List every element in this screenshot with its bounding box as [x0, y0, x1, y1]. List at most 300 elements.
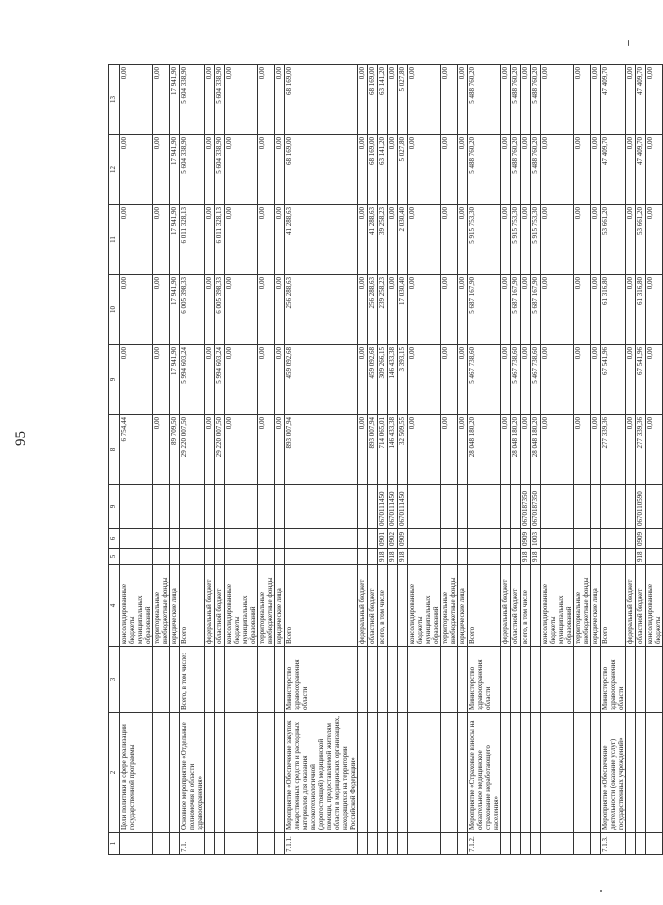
- table-cell: [225, 529, 258, 549]
- table-cell: 5 915 753,30: [511, 205, 521, 275]
- table-cell: 0,00: [358, 65, 368, 135]
- table-cell: консолидированные бюджеты: [646, 565, 663, 647]
- table-cell: 0,00: [646, 135, 663, 205]
- table-cell: 0,00: [408, 415, 441, 485]
- table-cell: 0,00: [626, 345, 636, 415]
- col-header: 9: [109, 485, 120, 529]
- table-cell: [358, 647, 368, 713]
- table-row: [285, 65, 358, 855]
- table-cell: 0,00: [258, 65, 275, 135]
- table-cell: [646, 485, 663, 529]
- table-cell: 0,00: [441, 415, 458, 485]
- table-cell: 0,00: [225, 205, 258, 275]
- table-cell: областной бюджет: [511, 565, 521, 647]
- table-row: [531, 65, 541, 855]
- table-cell: [531, 833, 541, 855]
- table-cell: 0,00: [408, 205, 441, 275]
- table-cell: [468, 529, 501, 549]
- table-cell: 0,00: [153, 205, 170, 275]
- table-cell: 309 266,15: [378, 345, 388, 415]
- table-cell: 0,00: [205, 205, 215, 275]
- table-cell: 0,00: [591, 275, 601, 345]
- table-cell: 61 316,80: [601, 275, 626, 345]
- table-cell: [120, 529, 153, 549]
- table-cell: 0,00: [591, 135, 601, 205]
- table-cell: 41 288,63: [368, 205, 378, 275]
- table-cell: [521, 647, 531, 713]
- table-cell: [646, 549, 663, 565]
- table-cell: [153, 529, 170, 549]
- table-cell: [215, 485, 225, 529]
- table-cell: 0,00: [358, 135, 368, 205]
- table-cell: [408, 549, 441, 565]
- table-cell: 6 011 328,13: [180, 205, 205, 275]
- table-cell: [501, 485, 511, 529]
- table-cell: [541, 529, 574, 549]
- table-cell: [368, 647, 378, 713]
- table-cell: [275, 833, 285, 855]
- table-cell: федеральный бюджет: [626, 565, 636, 647]
- table-cell: 29 220 007,50: [215, 415, 225, 485]
- table-cell: 893 007,94: [368, 415, 378, 485]
- table-cell: территориальные внебюджетные фонды: [153, 565, 170, 647]
- table-cell: [398, 647, 408, 713]
- table-cell: [636, 647, 646, 713]
- table-cell: [398, 713, 408, 833]
- table-cell: 0,00: [258, 345, 275, 415]
- table-cell: [646, 647, 663, 713]
- table-cell: [626, 529, 636, 549]
- table-cell: Всего: [468, 565, 501, 647]
- table-cell: 0,00: [441, 205, 458, 275]
- table-cell: 0670187350: [531, 485, 541, 529]
- table-cell: [591, 485, 601, 529]
- table-cell: 0670111450: [378, 485, 388, 529]
- table-cell: 0,00: [258, 415, 275, 485]
- table-cell: 0670111450: [398, 485, 408, 529]
- table-cell: 0,00: [521, 205, 531, 275]
- table-row: [458, 65, 468, 855]
- table-cell: Министерство здравоохранения области: [468, 647, 501, 713]
- table-cell: 0,00: [591, 65, 601, 135]
- table-cell: [258, 647, 275, 713]
- table-cell: 17 941,90: [170, 65, 180, 135]
- table-cell: [275, 485, 285, 529]
- table-cell: [368, 549, 378, 565]
- table-row: [398, 65, 408, 855]
- table-cell: 0,00: [388, 135, 398, 205]
- table-cell: [591, 529, 601, 549]
- table-cell: 277 339,36: [601, 415, 626, 485]
- table-cell: [591, 549, 601, 565]
- table-cell: 146 433,38: [388, 345, 398, 415]
- table-cell: [408, 529, 441, 549]
- table-cell: Мероприятие «Обеспечение деятельности (оказание услуг) государственных учреждений»: [601, 713, 626, 833]
- table-cell: 5 488 760,20: [511, 135, 521, 205]
- table-cell: 918: [521, 549, 531, 565]
- table-cell: [285, 529, 358, 549]
- table-row: [521, 65, 531, 855]
- table-cell: Всего, в том числе:: [180, 647, 205, 713]
- table-cell: 0,00: [458, 415, 468, 485]
- table-cell: 0,00: [358, 275, 368, 345]
- table-cell: 0,00: [458, 135, 468, 205]
- table-cell: 0,00: [541, 275, 574, 345]
- table-cell: 5 915 753,30: [531, 205, 541, 275]
- table-cell: Всего: [285, 565, 358, 647]
- table-cell: 0,00: [521, 275, 531, 345]
- table-row: [358, 65, 368, 855]
- table-cell: [275, 647, 285, 713]
- table-cell: 0,00: [521, 345, 531, 415]
- table-cell: Цели политики в сфере реализации государственной программы: [120, 713, 153, 833]
- table-cell: [368, 833, 378, 855]
- table-row: [275, 65, 285, 855]
- table-cell: 0,00: [408, 275, 441, 345]
- table-cell: территориальные внебюджетные фонды: [258, 565, 275, 647]
- table-cell: 68 169,00: [368, 65, 378, 135]
- table-cell: [501, 647, 511, 713]
- table-cell: 5 994 603,24: [180, 345, 205, 415]
- table-cell: 0,00: [441, 345, 458, 415]
- table-row: [626, 65, 636, 855]
- table-cell: 0,00: [574, 65, 591, 135]
- table-cell: 5 488 760,20: [531, 65, 541, 135]
- table-cell: [215, 549, 225, 565]
- table-cell: [511, 713, 521, 833]
- table-cell: 146 433,38: [388, 415, 398, 485]
- table-cell: 0,00: [153, 345, 170, 415]
- table-cell: 17 941,90: [170, 135, 180, 205]
- table-cell: [153, 485, 170, 529]
- table-cell: консолидированные бюджеты муниципальных образований: [408, 565, 441, 647]
- table-cell: [215, 529, 225, 549]
- table-cell: [153, 833, 170, 855]
- table-cell: 17 941,90: [170, 205, 180, 275]
- table-cell: 89 709,50: [170, 415, 180, 485]
- table-cell: [368, 529, 378, 549]
- table-cell: [215, 647, 225, 713]
- table-cell: 7.1.: [180, 833, 205, 855]
- table-cell: 0,00: [258, 275, 275, 345]
- table-cell: [626, 549, 636, 565]
- table-row: [258, 65, 275, 855]
- table-cell: 5 027,80: [398, 65, 408, 135]
- table-cell: 0,00: [574, 275, 591, 345]
- table-cell: 47 409,70: [636, 65, 646, 135]
- table-cell: 0,00: [541, 65, 574, 135]
- table-cell: 0,00: [358, 205, 368, 275]
- table-cell: всего, в том числе: [521, 565, 531, 647]
- table-cell: 47 409,70: [601, 65, 626, 135]
- table-cell: Всего: [180, 565, 205, 647]
- table-cell: 68 169,00: [368, 135, 378, 205]
- table-cell: 5 604 338,90: [180, 135, 205, 205]
- table-cell: [646, 713, 663, 833]
- table-cell: [388, 647, 398, 713]
- table-cell: [574, 647, 591, 713]
- table-cell: 17 941,90: [170, 275, 180, 345]
- table-cell: [180, 549, 205, 565]
- table-cell: [170, 529, 180, 549]
- table-cell: 53 661,20: [601, 205, 626, 275]
- table-cell: областной бюджет: [636, 565, 646, 647]
- table-cell: 5 488 760,20: [531, 135, 541, 205]
- table-cell: [258, 713, 275, 833]
- table-cell: 5 604 338,90: [215, 65, 225, 135]
- table-cell: 0902: [388, 529, 398, 549]
- table-cell: территориальные внебюджетные фонды: [441, 565, 458, 647]
- table-cell: 6 754,44: [120, 415, 153, 485]
- table-row: [205, 65, 215, 855]
- table-cell: [225, 647, 258, 713]
- col-header: 6: [109, 529, 120, 549]
- table-cell: [441, 485, 458, 529]
- table-cell: [170, 549, 180, 565]
- col-header: 5: [109, 549, 120, 565]
- table-cell: 28 048 180,20: [468, 415, 501, 485]
- table-cell: 0,00: [501, 415, 511, 485]
- table-cell: 5 687 167,90: [531, 275, 541, 345]
- table-cell: 0,00: [441, 275, 458, 345]
- table-cell: 0,00: [225, 275, 258, 345]
- table-cell: [501, 529, 511, 549]
- table-cell: консолидированные бюджеты муниципальных образований: [120, 565, 153, 647]
- table-cell: 0,00: [120, 205, 153, 275]
- table-cell: [501, 833, 511, 855]
- table-cell: 5 488 760,20: [511, 65, 521, 135]
- table-cell: 17 941,90: [170, 345, 180, 415]
- table-cell: 918: [388, 549, 398, 565]
- table-cell: [441, 549, 458, 565]
- table-cell: 0,00: [205, 345, 215, 415]
- table-cell: 0,00: [591, 345, 601, 415]
- table-cell: [398, 565, 408, 647]
- table-row: [468, 65, 501, 855]
- table-cell: юридические лица: [591, 565, 601, 647]
- table-cell: [358, 833, 368, 855]
- table-cell: [646, 529, 663, 549]
- table-cell: 7.1.3.: [601, 833, 626, 855]
- table-cell: 0,00: [120, 135, 153, 205]
- col-header: 8: [109, 415, 120, 485]
- table-cell: областной бюджет: [215, 565, 225, 647]
- table-cell: [398, 833, 408, 855]
- table-cell: 0,00: [574, 345, 591, 415]
- table-cell: [441, 647, 458, 713]
- rotated-table-sheet: [108, 65, 662, 855]
- table-cell: [358, 549, 368, 565]
- table-row: [601, 65, 626, 855]
- table-cell: [205, 713, 215, 833]
- table-cell: 0,00: [521, 65, 531, 135]
- table-cell: [258, 833, 275, 855]
- table-cell: 0,00: [646, 65, 663, 135]
- table-cell: 0,00: [626, 65, 636, 135]
- table-cell: 0,00: [501, 275, 511, 345]
- table-cell: [531, 713, 541, 833]
- table-cell: 256 288,63: [368, 275, 378, 345]
- table-cell: 3 393,15: [398, 345, 408, 415]
- col-header: 1: [109, 833, 120, 855]
- table-cell: 0,00: [541, 135, 574, 205]
- table-cell: [388, 713, 398, 833]
- table-cell: 0,00: [225, 415, 258, 485]
- table-cell: [153, 647, 170, 713]
- table-cell: 0,00: [258, 135, 275, 205]
- table-cell: 0,00: [626, 135, 636, 205]
- table-cell: 0,00: [646, 345, 663, 415]
- table-cell: [258, 529, 275, 549]
- table-cell: 0,00: [388, 65, 398, 135]
- table-cell: [378, 833, 388, 855]
- table-cell: 0,00: [205, 275, 215, 345]
- table-cell: [215, 713, 225, 833]
- table-cell: [511, 529, 521, 549]
- table-cell: 0,00: [205, 65, 215, 135]
- table-cell: 6 011 328,13: [215, 205, 225, 275]
- table-cell: [541, 647, 574, 713]
- table-cell: 0,00: [521, 135, 531, 205]
- table-cell: 68 169,00: [285, 65, 358, 135]
- table-cell: Министерство здравоохранения области: [285, 647, 358, 713]
- table-cell: 0,00: [120, 65, 153, 135]
- table-row: [180, 65, 205, 855]
- table-row: [511, 65, 521, 855]
- table-cell: 0,00: [205, 135, 215, 205]
- table-cell: 0909: [398, 529, 408, 549]
- table-cell: 1003: [531, 529, 541, 549]
- table-cell: консолидированные бюджеты муниципальных образований: [225, 565, 258, 647]
- table-cell: 28 048 180,20: [531, 415, 541, 485]
- table-cell: [441, 529, 458, 549]
- table-cell: 0,00: [275, 275, 285, 345]
- table-cell: 0909: [636, 529, 646, 549]
- table-cell: 0,00: [458, 205, 468, 275]
- table-cell: 0,00: [275, 135, 285, 205]
- table-cell: Всего: [601, 565, 626, 647]
- table-cell: [574, 833, 591, 855]
- table-cell: 47 409,70: [636, 135, 646, 205]
- table-cell: [646, 833, 663, 855]
- table-cell: 0670111450: [388, 485, 398, 529]
- table-cell: [408, 713, 441, 833]
- table-cell: [626, 647, 636, 713]
- table-cell: [368, 485, 378, 529]
- table-cell: [120, 549, 153, 565]
- table-cell: [225, 833, 258, 855]
- table-cell: [501, 549, 511, 565]
- table-cell: [601, 485, 626, 529]
- table-cell: [358, 713, 368, 833]
- table-cell: 0,00: [441, 135, 458, 205]
- table-cell: 0,00: [574, 205, 591, 275]
- table-cell: [441, 713, 458, 833]
- table-cell: [458, 529, 468, 549]
- table-cell: 0,00: [275, 345, 285, 415]
- table-cell: 0,00: [225, 65, 258, 135]
- col-header: 2: [109, 713, 120, 833]
- table-cell: 39 258,23: [378, 205, 388, 275]
- table-cell: 0,00: [458, 65, 468, 135]
- table-cell: 32 509,55: [398, 415, 408, 485]
- table-cell: 918: [378, 549, 388, 565]
- table-cell: [285, 549, 358, 565]
- table-cell: 0,00: [626, 415, 636, 485]
- table-row: [368, 65, 378, 855]
- table-cell: 0,00: [225, 135, 258, 205]
- table-cell: [458, 713, 468, 833]
- table-cell: 0,00: [574, 415, 591, 485]
- table-cell: 0,00: [626, 275, 636, 345]
- table-cell: [180, 529, 205, 549]
- table-cell: 61 316,80: [636, 275, 646, 345]
- table-cell: 17 030,40: [398, 275, 408, 345]
- table-cell: 0,00: [541, 345, 574, 415]
- table-cell: [501, 713, 511, 833]
- table-row: [591, 65, 601, 855]
- table-cell: 0,00: [153, 65, 170, 135]
- table-cell: [591, 833, 601, 855]
- table-cell: [468, 485, 501, 529]
- table-cell: [258, 549, 275, 565]
- table-cell: 5 488 760,20: [468, 135, 501, 205]
- table-cell: [408, 647, 441, 713]
- table-cell: 0,00: [441, 65, 458, 135]
- table-cell: 47 409,70: [601, 135, 626, 205]
- table-cell: 0,00: [275, 205, 285, 275]
- table-cell: [458, 485, 468, 529]
- table-row: [501, 65, 511, 855]
- table-cell: территориальные внебюджетные фонды: [574, 565, 591, 647]
- table-cell: 6 005 398,33: [180, 275, 205, 345]
- table-cell: консолидированные бюджеты муниципальных образований: [541, 565, 574, 647]
- table-cell: [408, 833, 441, 855]
- table-cell: [511, 647, 521, 713]
- table-cell: 28 048 180,20: [511, 415, 521, 485]
- table-cell: [458, 549, 468, 565]
- table-cell: 0,00: [591, 415, 601, 485]
- table-cell: 5 488 760,20: [468, 65, 501, 135]
- table-cell: [170, 647, 180, 713]
- page-number: 95: [13, 431, 29, 446]
- table-cell: 68 169,00: [285, 135, 358, 205]
- table-cell: 0,00: [626, 205, 636, 275]
- table-cell: 5 687 167,90: [511, 275, 521, 345]
- table-cell: 256 288,63: [285, 275, 358, 345]
- table-cell: 0,00: [408, 65, 441, 135]
- table-cell: Мероприятие «Обеспечение закупок лекарственных средств и расходных материалов для оказания высокотехнологичной (дорогостоящей) медицинской помощи, предоставляемой жителям области в медицинских организациях, находящихся на территории Российской Федерации»: [285, 713, 358, 833]
- table-cell: [531, 565, 541, 647]
- table-row: [170, 65, 180, 855]
- table-cell: [358, 529, 368, 549]
- table-cell: 0,00: [591, 205, 601, 275]
- table-cell: [511, 549, 521, 565]
- table-cell: [170, 713, 180, 833]
- table-cell: 0,00: [205, 415, 215, 485]
- table-cell: 277 339,36: [636, 415, 646, 485]
- table-cell: [120, 833, 153, 855]
- table-body: [120, 65, 663, 855]
- table-cell: 0,00: [408, 135, 441, 205]
- table-cell: 0,00: [258, 205, 275, 275]
- table-cell: 0,00: [388, 205, 398, 275]
- table-cell: [574, 529, 591, 549]
- table-cell: [388, 565, 398, 647]
- scan-speck: [628, 40, 629, 46]
- table-cell: [120, 485, 153, 529]
- table-cell: федеральный бюджет: [358, 565, 368, 647]
